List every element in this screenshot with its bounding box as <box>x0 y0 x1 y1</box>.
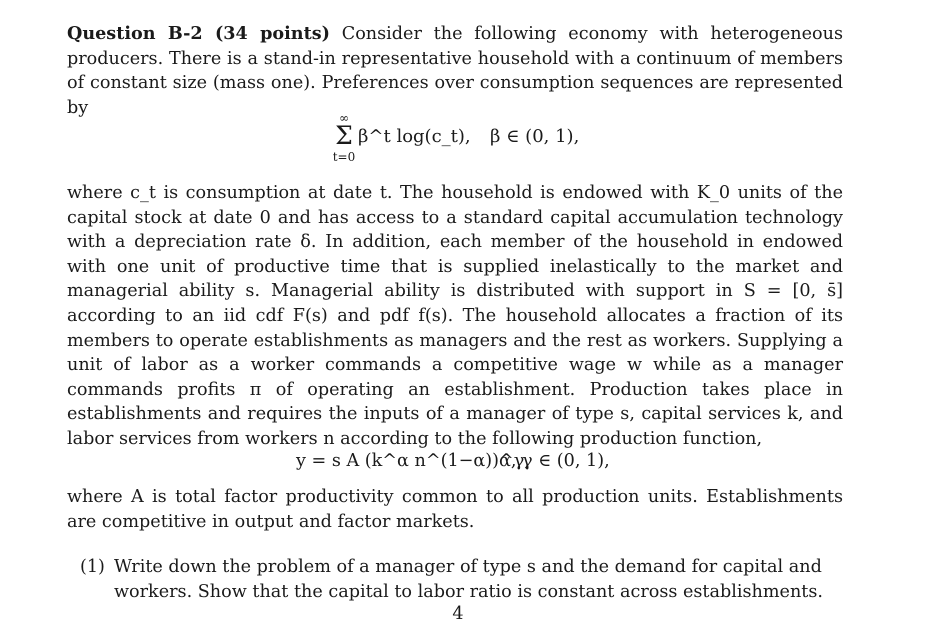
item-line2: workers. Show that the capital to labor ratio is constant across establishments. <box>114 581 823 602</box>
utility-equation <box>332 112 632 172</box>
intro-text: Consider the following economy with heterogeneous producers. There is a stand-in representative household with a continuum of members of constant size (mass one). Preferences over consumption sequences are represented by <box>67 24 843 118</box>
item-number: (1) <box>80 557 105 577</box>
item-line1: Write down the problem of a manager of type s and the demand for capital and <box>114 557 822 577</box>
question-heading: Question B-2 (34 points) <box>67 23 330 44</box>
page-number: 4 <box>452 604 464 624</box>
sum-upper-limit: ∞ <box>339 111 349 125</box>
item-first-line <box>80 555 843 580</box>
summation-operator <box>332 112 356 164</box>
sum-symbol: Σ <box>335 121 353 150</box>
production-function: y = s A (k^α n^(1−α))^γ, <box>296 451 530 471</box>
production-equation <box>296 451 696 471</box>
sum-lower-limit: t=0 <box>332 150 356 164</box>
utility-term: β^t log(c_t), <box>358 126 471 147</box>
tfp-paragraph: where A is total factor productivity common to all production units. Establishments are competitive in output and factor markets. <box>67 487 843 532</box>
intro-paragraph <box>67 22 843 120</box>
question-item-1 <box>80 555 843 604</box>
parameter-condition: α, γ ∈ (0, 1), <box>499 451 610 471</box>
discount-condition: β ∈ (0, 1), <box>490 126 580 147</box>
model-paragraph: where c_t is consumption at date t. The household is endowed with K_0 units of the capital stock at date 0 and has access to a standard capital accumulation technology with a depreciation rate δ. In addition, each member of the household in endowed with one unit of productive time that is supplied inelastically to the market and managerial ability s. Managerial ability is distributed with support in S = [0, s̄] according to an iid cdf F(s) and pdf f(s). The household allocates a fraction of its members to operate establishments as managers and the rest as workers. Supplying a unit of labor as a worker commands a competitive wage w while as a manager commands profits π of operating an establishment. Production takes place in establishments and requires the inputs of a manager of type s, capital services k, and labor services from workers n according to the following production function, <box>67 183 843 449</box>
